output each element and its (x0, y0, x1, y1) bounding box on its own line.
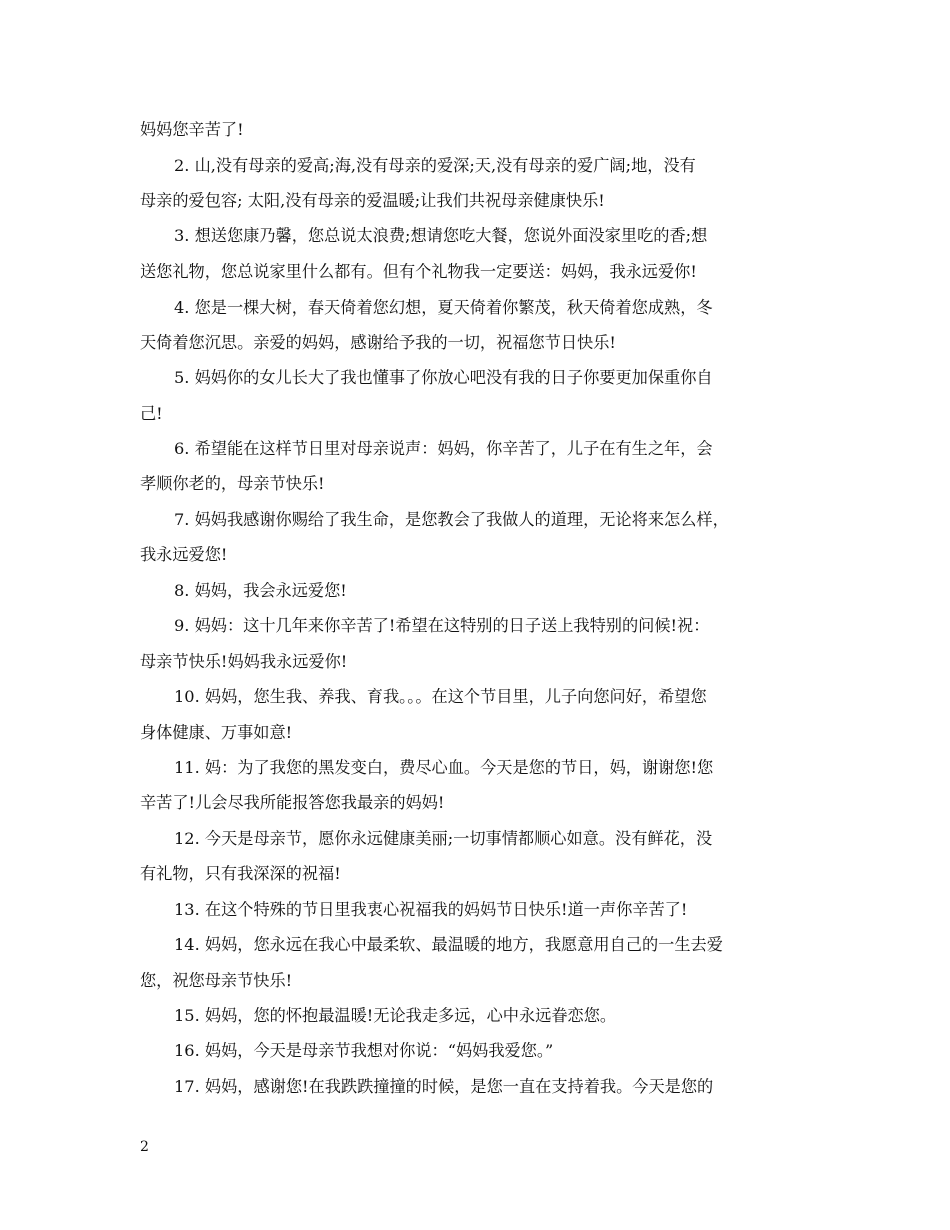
text-line: 己! (140, 404, 163, 423)
text-line: 身体健康、万事如意! (140, 723, 293, 742)
text-line: 有礼物，只有我深深的祝福! (140, 864, 341, 883)
text-line: 4. 您是一棵大树，春天倚着您幻想，夏天倚着你繁茂，秋天倚着您成熟，冬 (174, 298, 713, 317)
text-line: 母亲节快乐!妈妈我永远爱你! (140, 652, 348, 671)
text-line: 孝顺你老的，母亲节快乐! (140, 474, 325, 493)
text-line: 我永远爱您! (140, 545, 228, 564)
text-line: 您，祝您母亲节快乐! (140, 971, 293, 990)
text-line: 妈妈您辛苦了! (140, 120, 244, 139)
text-line: 2. 山,没有母亲的爱高;海,没有母亲的爱深;天,没有母亲的爱广阔;地，没有 (174, 156, 696, 175)
text-line: 14. 妈妈，您永远在我心中最柔软、最温暖的地方，我愿意用自己的一生去爱 (174, 935, 723, 954)
text-line: 8. 妈妈，我会永远爱您! (174, 581, 347, 600)
text-line: 母亲的爱包容; 太阳,没有母亲的爱温暖;让我们共祝母亲健康快乐! (140, 191, 605, 210)
text-line: 15. 妈妈，您的怀抱最温暖!无论我走多远，心中永远眷恋您。 (174, 1006, 617, 1025)
text-line: 辛苦了!儿会尽我所能报答您我最亲的妈妈! (140, 793, 445, 812)
text-line: 13. 在这个特殊的节日里我衷心祝福我的妈妈节日快乐!道一声你辛苦了! (174, 900, 688, 919)
text-line: 3. 想送您康乃馨，您总说太浪费;想请您吃大餐，您说外面没家里吃的香;想 (174, 226, 708, 245)
text-line: 12. 今天是母亲节，愿你永远健康美丽;一切事情都顺心如意。没有鲜花，没 (174, 829, 713, 848)
text-line: 9. 妈妈：这十几年来你辛苦了!希望在这特别的日子送上我特别的问候!祝： (174, 616, 710, 635)
page-number: 2 (140, 1139, 149, 1155)
text-line: 11. 妈：为了我您的黑发变白，费尽心血。今天是您的节日，妈，谢谢您!您 (174, 758, 714, 777)
text-line: 16. 妈妈，今天是母亲节我想对你说：“妈妈我爱您。” (174, 1041, 554, 1060)
text-line: 天倚着您沉思。亲爱的妈妈，感谢给予我的一切，祝福您节日快乐! (140, 333, 616, 352)
text-line: 5. 妈妈你的女儿长大了我也懂事了你放心吧没有我的日子你要更加保重你自 (174, 368, 713, 387)
text-line: 10. 妈妈，您生我、养我、育我。。。在这个节目里，儿子向您问好，希望您 (174, 687, 707, 706)
text-line: 6. 希望能在这样节日里对母亲说声：妈妈，你辛苦了，儿子在有生之年，会 (174, 439, 713, 458)
text-line: 送您礼物，您总说家里什么都有。但有个礼物我一定要送：妈妈，我永远爱你! (140, 262, 697, 281)
text-line: 17. 妈妈，感谢您!在我跌跌撞撞的时候，是您一直在支持着我。今天是您的 (174, 1077, 714, 1096)
text-line: 7. 妈妈我感谢你赐给了我生命，是您教会了我做人的道理，无论将来怎么样， (174, 510, 729, 529)
